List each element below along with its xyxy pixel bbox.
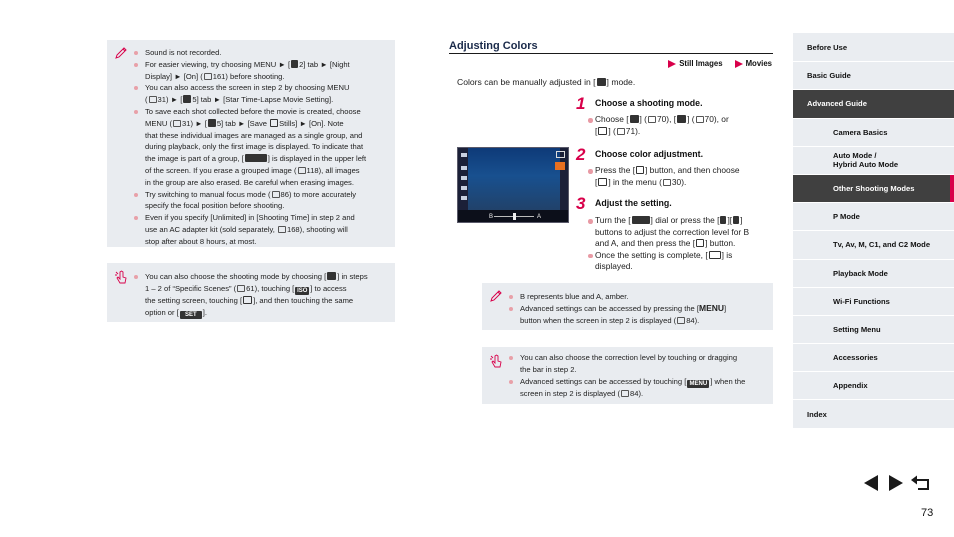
book-icon: [272, 191, 280, 198]
iso-button-icon: ISO: [297, 287, 308, 294]
menu-button-icon: MENU: [687, 380, 709, 388]
star-mode-icon: [243, 296, 252, 304]
star-mode-icon: [270, 119, 278, 127]
star-mode-icon: [630, 115, 639, 123]
step-body: [588, 114, 776, 137]
nav-camera-basics[interactable]: Camera Basics: [793, 118, 954, 146]
menu-button-text: MENU: [698, 302, 725, 313]
nav-wifi-functions[interactable]: Wi-Fi Functions: [793, 287, 954, 315]
note-item: You can also access the screen in step 2 by choosing MENU ( 31) ► [ 5] tab ► [Star Time-Lapse Movie Setting].: [131, 82, 387, 106]
note-item: Sound is not recorded.: [131, 47, 387, 59]
star-mode-icon: [677, 115, 686, 123]
step-title: Choose a shooting mode.: [595, 98, 703, 108]
section-divider: [449, 53, 773, 54]
book-icon: [298, 167, 306, 174]
book-icon: [648, 116, 656, 123]
back-icon: [556, 151, 565, 158]
note-item: Advanced settings can be accessed by touching [ MENU ] when the screen in step 2 is displayed ( 84).: [506, 376, 765, 400]
arrow-right-icon: [735, 60, 743, 68]
nav-p-mode[interactable]: P Mode: [793, 202, 954, 230]
note-item: For easier viewing, try choosing MENU ► [ 2] tab ► [Night Display] ► [On] ( 161) before shooting.: [131, 59, 387, 83]
touch-note-box: [107, 263, 395, 322]
camera-screen-image: [457, 147, 569, 223]
camera-tab-icon: [183, 95, 191, 103]
touch-note-box: [482, 347, 773, 404]
step-bullet: Once the setting is complete, [ ] is displayed.: [588, 250, 776, 273]
step-number: 1: [576, 94, 586, 113]
step-bullet: Choose [ ] ( 70), [ ] ( 70), or [ ] ( 71).: [588, 114, 776, 137]
pencil-icon: [114, 46, 128, 60]
nav-playback-mode[interactable]: Playback Mode: [793, 259, 954, 287]
step-number: 2: [576, 145, 586, 164]
memo-note-box: [482, 283, 773, 330]
nav-basic-guide[interactable]: Basic Guide: [793, 61, 954, 89]
book-icon: [677, 317, 685, 324]
step-body: [588, 215, 776, 273]
star-mode-icon: [597, 78, 606, 86]
memo-note-box: [107, 40, 395, 247]
note-item: You can also choose the correction level by touching or dragging the bar in step 2.: [506, 352, 765, 376]
note-item: Try switching to manual focus mode ( 86) to more accurately specify the focal position before shooting.: [131, 189, 387, 213]
book-icon: [696, 116, 704, 123]
step-number: 3: [576, 194, 586, 213]
pencil-icon: [489, 289, 503, 303]
nav-appendix[interactable]: Appendix: [793, 371, 954, 399]
triangle-left-icon: [861, 474, 881, 492]
return-icon: [910, 474, 932, 492]
intro-text: Colors can be manually adjusted in [ ] mode.: [457, 77, 636, 87]
color-adjust-icon: [709, 251, 721, 259]
page-nav-buttons: [860, 473, 932, 493]
tag-still-images: Still Images: [668, 59, 722, 68]
touch-hand-icon: [489, 353, 503, 369]
nav-auto-mode[interactable]: Auto Mode / Hybrid Auto Mode: [793, 146, 954, 174]
book-icon: [173, 120, 181, 127]
touch-hand-icon: [114, 269, 128, 285]
adjust-slider-knob: [513, 213, 516, 220]
nav-index[interactable]: Index: [793, 399, 954, 427]
mode-tags: [668, 59, 772, 68]
func-set-icon: [696, 239, 704, 247]
book-icon: [621, 390, 629, 397]
setting-icon: [461, 176, 467, 180]
wrench-icon: [291, 60, 298, 68]
note-item: Advanced settings can be accessed by pressing the [MENU] button when the screen in step 2 is displayed ( 84).: [506, 303, 765, 327]
note-item: B represents blue and A, amber.: [506, 291, 765, 303]
set-button-icon: SET: [180, 311, 202, 319]
page-number: 73: [921, 507, 934, 519]
scene-mode-icon: [327, 272, 336, 280]
mode-icon: [461, 153, 467, 157]
book-icon: [617, 128, 625, 135]
nav-tv-av-m-mode[interactable]: Tv, Av, M, C1, and C2 Mode: [793, 230, 954, 258]
nav-other-shooting-modes[interactable]: Other Shooting Modes: [793, 174, 954, 202]
note-item: To save each shot collected before the movie is created, choose MENU ( 31) ► [ 5] tab ► [Save Stills] ► [On]. Note that these individual images are managed as a single group, and during playback, only the first image is displayed. To indicate that the image is part of a group, [ ] is displayed in the upper left of the screen. If you erase a grouped image ( 118), all images in the group are also erased. Be careful when erasing images.: [131, 106, 387, 189]
nav-accessories[interactable]: Accessories: [793, 343, 954, 371]
book-icon: [204, 73, 212, 80]
note-item: You can also choose the shooting mode by choosing [ ] in steps 1 – 2 of “Specific Scenes” ( 61), touching [ ISO ] to access the setting screen, touching [ ], and then touching the same option or [ SET ].: [131, 271, 387, 319]
func-set-icon: [636, 166, 644, 174]
selected-setting-icon: [555, 162, 565, 170]
book-icon: [278, 226, 286, 233]
right-arrow-button-icon: [733, 216, 739, 224]
tag-movies: Movies: [735, 59, 772, 68]
nav-setting-menu[interactable]: Setting Menu: [793, 315, 954, 343]
book-icon: [149, 96, 157, 103]
back-page-button[interactable]: [910, 473, 932, 493]
setting-icon: [461, 196, 467, 200]
nav-advanced-guide[interactable]: Advanced Guide: [793, 89, 954, 117]
star-mode-icon: [598, 127, 607, 135]
control-dial-icon: [632, 216, 650, 224]
nav-before-use[interactable]: Before Use: [793, 33, 954, 61]
bar-label-a: A: [537, 214, 542, 220]
step-title: Adjust the setting.: [595, 198, 672, 208]
section-title: Adjusting Colors: [449, 40, 538, 52]
left-arrow-button-icon: [720, 216, 726, 224]
setting-icon: [461, 186, 467, 190]
book-icon: [663, 179, 671, 186]
step-title: Choose color adjustment.: [595, 149, 704, 159]
note-item: Even if you specify [Unlimited] in [Shooting Time] in step 2 and use an AC adapter kit (sold separately, 168), shooting will stop after about 8 hours, at most.: [131, 212, 387, 247]
group-set-icon: [245, 154, 267, 162]
chapter-nav: [793, 33, 954, 428]
step-bullet: Turn the [ ] dial or press the [ ][ ] buttons to adjust the correction level for B and A, and then press the [ ] button.: [588, 215, 776, 250]
arrow-right-icon: [668, 60, 676, 68]
bar-label-b: B: [489, 214, 494, 220]
sky-background: [468, 148, 560, 210]
next-page-button[interactable]: [885, 473, 907, 493]
step-body: [588, 165, 776, 188]
prev-page-button[interactable]: [860, 473, 882, 493]
book-icon: [237, 285, 245, 292]
step-bullet: Press the [ ] button, and then choose [ ] in the menu ( 30).: [588, 165, 776, 188]
color-adjust-icon: [598, 178, 607, 186]
setting-icon: [461, 166, 467, 170]
triangle-right-icon: [886, 474, 906, 492]
camera-tab-icon: [208, 119, 216, 127]
